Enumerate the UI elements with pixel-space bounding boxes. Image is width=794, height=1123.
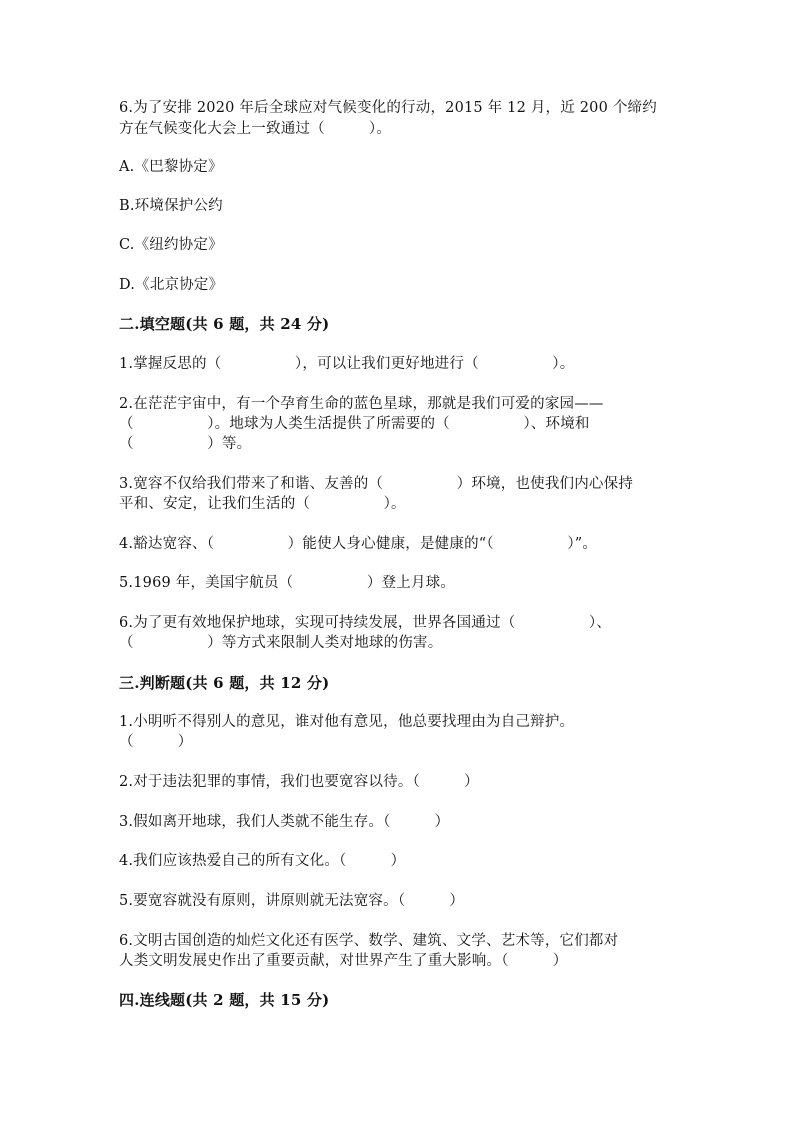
section2-title: 二.填空题(共 6 题，共 24 分) — [119, 315, 330, 333]
fill-q2-line3: （ ）等。 — [119, 436, 252, 452]
judge-q4: 4.我们应该热爱自己的所有文化。（ ） — [119, 853, 406, 869]
judge-q5: 5.要宽容就没有原则，讲原则就无法宽容。（ ） — [119, 893, 465, 909]
judge-q6-line2: 人类文明发展史作出了重要贡献，对世界产生了重大影响。（ ） — [119, 953, 568, 969]
mc-q6-option-c: C.《纽约协定》 — [119, 237, 223, 253]
fill-q4: 4.豁达宽容、（ ）能使人身心健康，是健康的“（ ）”。 — [119, 536, 598, 552]
judge-q3: 3.假如离开地球，我们人类就不能生存。（ ） — [119, 814, 450, 830]
mc-q6-line2: 方在气候变化大会上一致通过（ ）。 — [119, 121, 392, 137]
fill-q6-line2: （ ）等方式来限制人类对地球的伤害。 — [119, 635, 443, 651]
mc-q6-line1: 6.为了安排 2020 年后全球应对气候变化的行动，2015 年 12 月，近 200 个缔约 — [119, 100, 657, 116]
fill-q3-line2: 平和、安定，让我们生活的（ ）。 — [119, 496, 406, 512]
mc-q6-option-a: A.《巴黎协定》 — [119, 159, 223, 175]
judge-q2: 2.对于违法犯罪的事情，我们也要宽容以待。（ ） — [119, 774, 479, 790]
mc-q6-option-b: B.环境保护公约 — [119, 198, 223, 214]
fill-q2-line1: 2.在茫茫宇宙中，有一个孕育生命的蓝色星球，那就是我们可爱的家园—— — [119, 396, 604, 412]
judge-q6-line1: 6.文明古国创造的灿烂文化还有医学、数学、建筑、文学、艺术等，它们都对 — [119, 933, 619, 949]
fill-q1: 1.掌握反思的（ ），可以让我们更好地进行（ ）。 — [119, 356, 575, 372]
section3-title: 三.判断题(共 6 题，共 12 分) — [119, 674, 330, 692]
judge-q1-line1: 1.小明听不得别人的意见，谁对他有意见，他总要找理由为自己辩护。 — [119, 714, 575, 730]
fill-q3-line1: 3.宽容不仅给我们带来了和谐、友善的（ ）环境，也使我们内心保持 — [119, 476, 634, 492]
fill-q6-line1: 6.为了更有效地保护地球，实现可持续发展，世界各国通过（ ）、 — [119, 615, 612, 631]
section4-title: 四.连线题(共 2 题，共 15 分) — [119, 991, 330, 1009]
fill-q2-line2: （ ）。地球为人类生活提供了所需要的（ ）、环境和 — [119, 416, 590, 432]
fill-q5: 5.1969 年，美国宇航员（ ）登上月球。 — [119, 575, 456, 591]
mc-q6-option-d: D.《北京协定》 — [119, 277, 224, 293]
judge-q1-line2: （ ） — [119, 734, 193, 750]
